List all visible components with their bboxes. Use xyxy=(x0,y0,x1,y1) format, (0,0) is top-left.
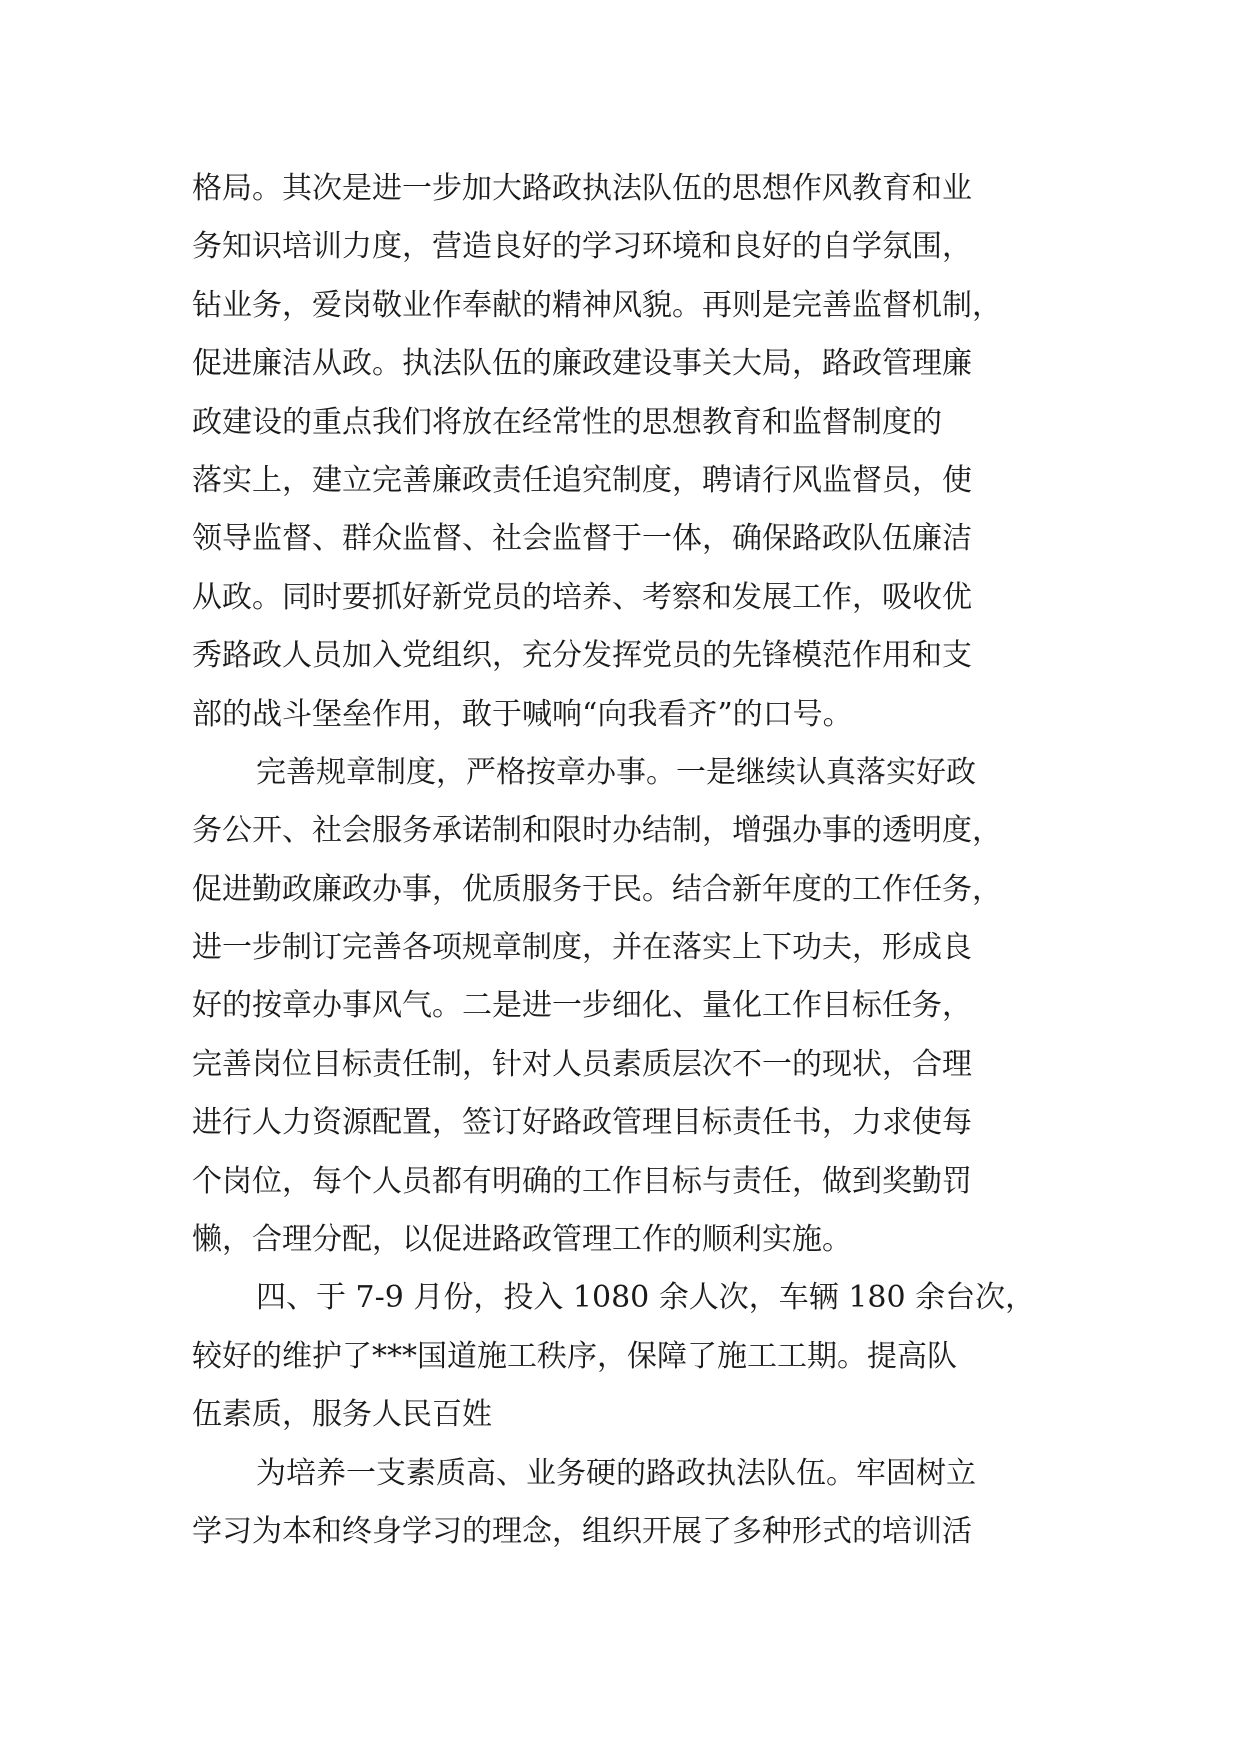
text-line: 为培养一支素质高、业务硬的路政执法队伍。牢固树立 xyxy=(256,1455,976,1491)
text-line: 进行人力资源配置，签订好路政管理目标责任书，力求使每 xyxy=(192,1105,972,1141)
paragraph xyxy=(192,160,1072,744)
text-line: 务公开、社会服务承诺制和限时办结制，增强办事的透明度， xyxy=(192,813,1002,849)
text-line: 格局。其次是进一步加大路政执法队伍的思想作风教育和业 xyxy=(192,171,972,206)
text-line: 学习为本和终身学习的理念，组织开展了多种形式的培训活 xyxy=(192,1513,972,1549)
text-line: 完善规章制度，严格按章办事。一是继续认真落实好政 xyxy=(256,754,976,790)
text-line: 从政。同时要抓好新党员的培养、考察和发展工作，吸收优 xyxy=(192,579,972,615)
text-line: 四、于 7-9 月份，投入 1080 余人次，车辆 180 余台次， xyxy=(256,1280,1036,1316)
text-line: 完善岗位目标责任制，针对人员素质层次不一的现状，合理 xyxy=(192,1046,972,1082)
document-body xyxy=(192,160,1072,1561)
text-line: 促进廉洁从政。执法队伍的廉政建设事关大局，路政管理廉 xyxy=(192,346,972,382)
text-line: 秀路政人员加入党组织，充分发挥党员的先锋模范作用和支 xyxy=(192,638,972,674)
paragraph xyxy=(192,744,1072,1270)
text-line: 好的按章办事风气。二是进一步细化、量化工作目标任务， xyxy=(192,988,972,1024)
text-line: 领导监督、群众监督、社会监督于一体，确保路政队伍廉洁 xyxy=(192,521,972,557)
text-line: 伍素质，服务人民百姓 xyxy=(192,1397,492,1433)
paragraph xyxy=(192,1269,1072,1444)
text-line: 较好的维护了***国道施工秩序，保障了施工工期。提高队 xyxy=(192,1338,957,1374)
text-line: 部的战斗堡垒作用，敢于喊响“向我看齐”的口号。 xyxy=(192,696,853,732)
text-line: 落实上，建立完善廉政责任追究制度，聘请行风监督员，使 xyxy=(192,462,972,498)
paragraph xyxy=(192,1445,1072,1562)
text-line: 政建设的重点我们将放在经常性的思想教育和监督制度的 xyxy=(192,404,942,440)
text-line: 钻业务，爱岗敬业作奉献的精神风貌。再则是完善监督机制， xyxy=(192,287,1002,323)
text-line: 个岗位，每个人员都有明确的工作目标与责任，做到奖勤罚 xyxy=(192,1163,972,1199)
text-line: 懒，合理分配，以促进路政管理工作的顺利实施。 xyxy=(192,1222,852,1258)
text-line: 务知识培训力度，营造良好的学习环境和良好的自学氛围， xyxy=(192,229,972,265)
text-line: 促进勤政廉政办事，优质服务于民。结合新年度的工作任务， xyxy=(192,871,1002,907)
text-line: 进一步制订完善各项规章制度，并在落实上下功夫，形成良 xyxy=(192,930,972,966)
